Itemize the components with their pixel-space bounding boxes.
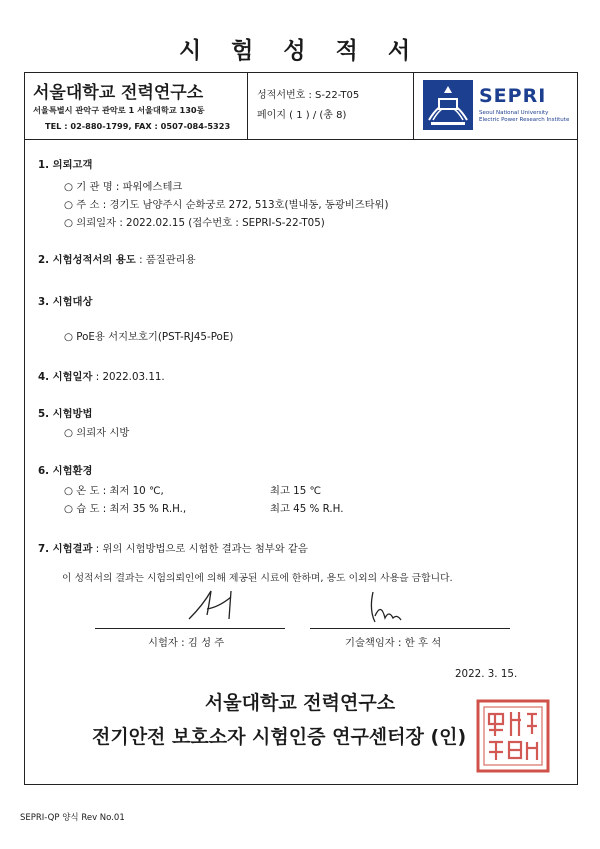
humidity-min: ○ 습 도 : 최저 35 % R.H.,	[64, 503, 187, 515]
org-address: 서울특별시 관악구 관악로 1 서울대학교 130동	[33, 105, 205, 115]
sepri-subtitle-line1: Seoul National University	[479, 110, 549, 116]
sepri-subtitle-line2: Electric Power Research Institute	[479, 117, 570, 123]
footer-org-name: 서울대학교 전력연구소	[204, 692, 396, 714]
section-6-title: 6. 시험환경	[38, 465, 93, 477]
manager-signature	[365, 588, 415, 626]
section-7-value: : 위의 시험방법으로 시험한 결과는 첨부와 같음	[92, 543, 308, 555]
report-number: 성적서번호 : S-22-T05	[257, 90, 360, 101]
manager-name: 기술책임자 : 한 후 석	[345, 637, 442, 649]
footer-center-title	[92, 722, 466, 749]
section-7-label: 7. 시험결과	[38, 543, 93, 555]
org-name: 서울대학교 전력연구소	[33, 83, 204, 103]
temperature-max: 최고 15 ℃	[270, 485, 322, 497]
client-org: ○ 기 관 명 : 파워에스테크	[64, 181, 183, 193]
section-4-value: : 2022.03.11.	[92, 371, 165, 383]
usage-notice: 이 성적서의 결과는 시험의뢰인에 의해 제공된 시료에 한하며, 용도 이외의 사용을 금합니다.	[62, 573, 453, 584]
section-7	[38, 540, 308, 555]
issue-date: 2022. 3. 15.	[455, 668, 518, 680]
section-3-title: 3. 시험대상	[38, 296, 93, 308]
document-title: 시 험 성 적 서	[178, 38, 422, 64]
sepri-logo: SEPRI	[479, 85, 547, 107]
request-date: ○ 의뢰일자 : 2022.02.15 (접수번호 : SEPRI-S-22-T05)	[64, 217, 325, 229]
section-2-label: 2. 시험성적서의 용도	[38, 254, 136, 266]
official-seal-stamp-icon	[475, 698, 551, 774]
section-2	[38, 251, 196, 266]
header-box	[24, 72, 578, 140]
sepri-logo-subtitle	[479, 110, 569, 124]
test-target: ○ PoE용 서지보호기(PST-RJ45-PoE)	[64, 331, 234, 343]
test-method: ○ 의뢰자 시방	[64, 427, 130, 439]
section-1-title: 1. 의뢰고객	[38, 159, 93, 171]
snu-emblem-icon	[423, 80, 473, 130]
org-tel-fax: TEL : 02-880-1799, FAX : 0507-084-5323	[45, 121, 231, 131]
section-5-title: 5. 시험방법	[38, 408, 93, 420]
header-report-cell	[247, 73, 414, 139]
header-logo-cell	[413, 73, 577, 139]
footer-center-name: 전기안전 보호소자 시험인증 연구센터장	[92, 726, 424, 748]
header-org-cell	[25, 73, 248, 139]
tester-signature	[185, 585, 245, 625]
manager-signature-line	[310, 628, 510, 629]
seal-mark: (인)	[430, 726, 467, 748]
section-4-label: 4. 시험일자	[38, 371, 93, 383]
section-2-value: : 품질관리용	[135, 254, 196, 266]
page-indicator: 페이지 ( 1 ) / (총 8)	[257, 110, 347, 121]
humidity-max: 최고 45 % R.H.	[270, 503, 344, 515]
form-revision: SEPRI-QP 양식 Rev No.01	[20, 813, 125, 823]
tester-name: 시험자 : 김 성 주	[148, 637, 225, 649]
client-address: ○ 주 소 : 경기도 남양주시 순화궁로 272, 513호(별내동, 동광비즈타워)	[64, 199, 389, 211]
tester-signature-line	[95, 628, 285, 629]
temperature-min: ○ 온 도 : 최저 10 ℃,	[64, 485, 164, 497]
section-4	[38, 368, 165, 383]
